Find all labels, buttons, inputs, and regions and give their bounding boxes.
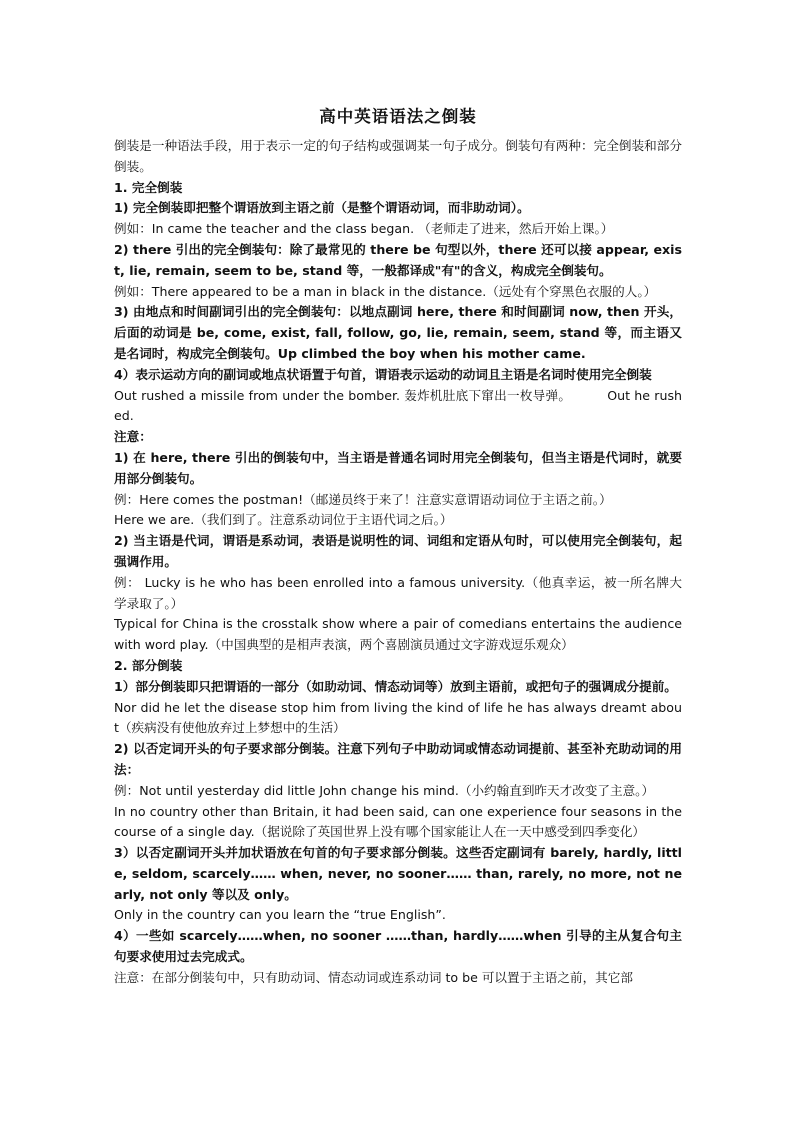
note-1-example-1: 例：Here comes the postman!（邮递员终于来了！注意实意谓语动词位于主语之前。） <box>114 491 612 507</box>
partial-example-2b: In no country other than Britain, it had been said, can one experience four seasons in the course of a single day.（据说除了英国世界上没有哪个国家能让人在一天中感受到四季变化） <box>114 803 682 840</box>
note-label: 注意： <box>114 429 152 445</box>
note-1: 1) 在 here, there 引出的倒装句中，当主语是普通名词时用完全倒装句，但当主语是代词时，就要用部分倒装句。 <box>114 449 682 486</box>
intro-paragraph: 倒装是一种语法手段，用于表示一定的句子结构或强调某一句子成分。倒装句有两种：完全倒装和部分倒装。 <box>114 138 682 174</box>
note-2-example-1: 例： Lucky is he who has been enrolled into a famous university.（他真幸运，被一所名牌大学录取了。） <box>114 574 682 611</box>
rule-2-there: 2) there 引出的完全倒装句：除了最常见的 there be 句型以外，there 还可以接 appear, exist, lie, remain, seem to be, stand 等，一般都译成"有"的含义，构成完全倒装句。 <box>114 241 682 278</box>
section-heading-partial-inversion: 2. 部分倒装 <box>114 657 183 673</box>
partial-rule-4: 4）一些如 scarcely……when, no sooner ……than, hardly……when 引导的主从复合句主句要求使用过去完成式。 <box>114 928 682 965</box>
partial-note: 注意：在部分倒装句中，只有助动词、情态动词或连系动词 to be 可以置于主语之前，其它部 <box>114 969 633 985</box>
rule-1-full-inversion: 1) 完全倒装即把整个谓语放到主语之前（是整个谓语动词，而非助动词）。 <box>114 200 530 216</box>
partial-example-2a: 例：Not until yesterday did little John change his mind.（小约翰直到昨天才改变了主意。） <box>114 782 655 798</box>
example-4a: Out rushed a missile from under the bomber. 轰炸机肚底下窜出一枚导弹。 <box>114 387 572 403</box>
document-page <box>114 102 682 989</box>
partial-rule-1: 1）部分倒装即只把谓语的一部分（如助动词、情态动词等）放到主语前，或把句子的强调成分提前。 <box>114 678 677 694</box>
partial-example-1: Nor did he let the disease stop him from living the kind of life he has always dreamt about（疾病没有使他放弃过上梦想中的生活） <box>114 699 682 736</box>
section-heading-full-inversion: 1. 完全倒装 <box>114 179 183 195</box>
partial-rule-2: 2) 以否定词开头的句子要求部分倒装。注意下列句子中助动词或情态动词提前、甚至补充助动词的用法： <box>114 741 682 777</box>
note-2: 2) 当主语是代词，谓语是系动词，表语是说明性的词、词组和定语从句时，可以使用完全倒装句，起强调作用。 <box>114 533 682 569</box>
example-1: 例如：In came the teacher and the class began. （老师走了进来，然后开始上课。） <box>114 221 614 237</box>
rule-3-adverbs: 3) 由地点和时间副词引出的完全倒装句：以地点副词 here, there 和时间副词 now, then 开头，后面的动词是 be, come, exist, fall, follow, go, lie, remain, seem, stand 等，而主语又是名词时，构成完全倒装句。Up climbed the boy when his mother came. <box>114 304 682 361</box>
example-4b: Out he rushed. <box>114 387 682 424</box>
example-2: 例如：There appeared to be a man in black in the distance.（远处有个穿黑色衣服的人。） <box>114 283 657 299</box>
example-4-line <box>114 386 682 428</box>
partial-example-3: Only in the country can you learn the “true English”. <box>114 907 446 923</box>
note-2-example-2: Typical for China is the crosstalk show where a pair of comedians entertains the audience with word play.（中国典型的是相声表演，两个喜剧演员通过文字游戏逗乐观众） <box>114 616 682 653</box>
document-title: 高中英语语法之倒装 <box>319 107 477 126</box>
rule-4-motion: 4）表示运动方向的副词或地点状语置于句首，谓语表示运动的动词且主语是名词时使用完全倒装 <box>114 366 652 382</box>
partial-rule-3: 3）以否定副词开头并加状语放在句首的句子要求部分倒装。这些否定副词有 barely, hardly, little, seldom, scarcely…… when, never, no sooner…… than, rarely, no more, not nearly, not only 等以及 only。 <box>114 845 682 902</box>
note-1-example-2: Here we are.（我们到了。注意系动词位于主语代词之后。） <box>114 512 453 528</box>
